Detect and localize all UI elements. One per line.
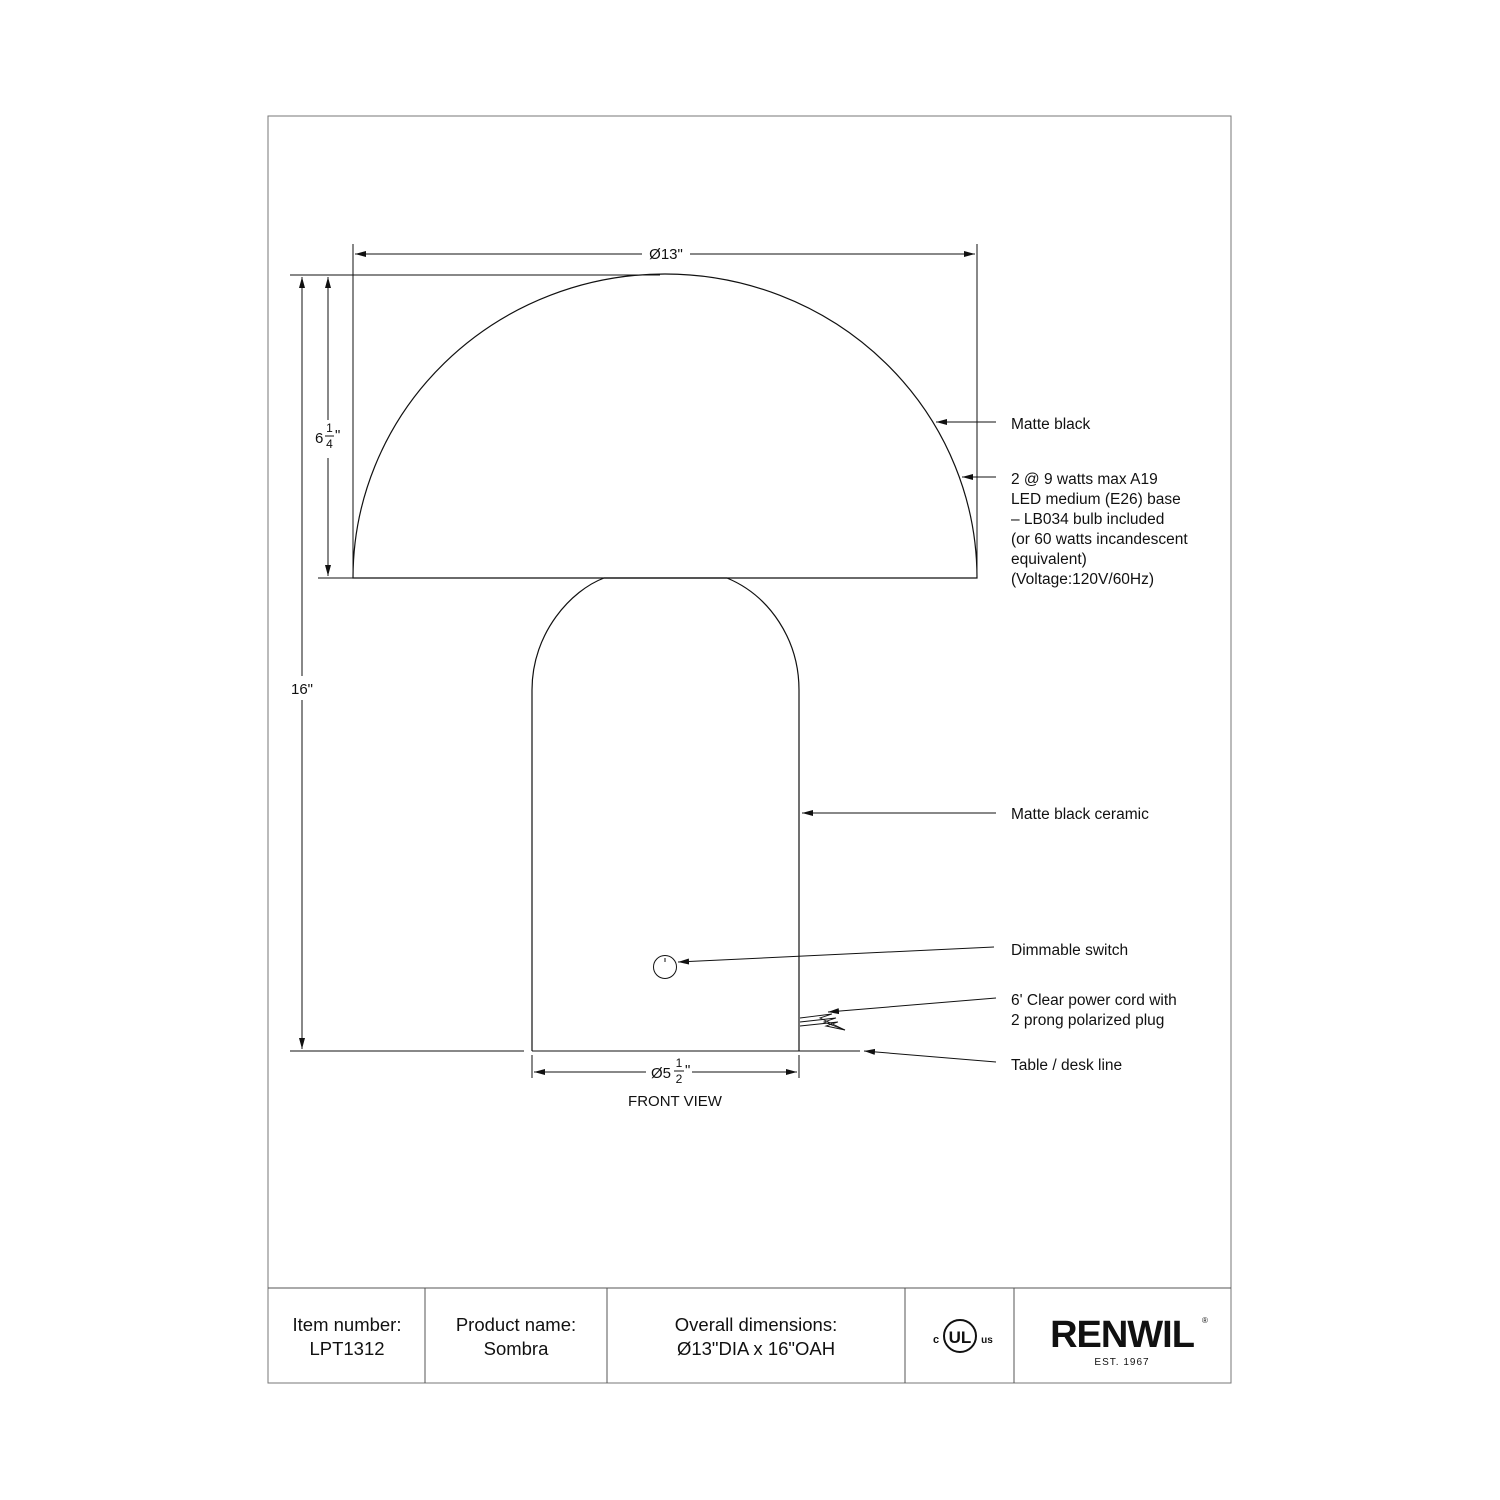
product-name-label: Product name: (455, 1314, 577, 1335)
svg-text:1: 1 (326, 421, 333, 435)
svg-text:RENWIL: RENWIL (1050, 1314, 1194, 1356)
title-block (425, 1288, 1014, 1383)
overall-dimensions-label: Overall dimensions: (674, 1314, 838, 1335)
overall-dimensions-value: Ø13"DIA x 16"OAH (676, 1338, 836, 1359)
callout-table-line: Table / desk line (1011, 1057, 1123, 1074)
svg-text:®: ® (1202, 1316, 1208, 1325)
callout-switch: Dimmable switch (1011, 942, 1129, 959)
item-number-value: LPT1312 (309, 1338, 385, 1359)
renwil-logo (1050, 1314, 1208, 1368)
callout-body-finish: Matte black ceramic (1011, 806, 1149, 823)
item-number-label: Item number: (292, 1314, 402, 1335)
power-cord (800, 1014, 845, 1030)
svg-text:LED medium (E26) base: LED medium (E26) base (1011, 491, 1181, 508)
svg-text:6: 6 (315, 430, 324, 447)
drawing-frame (268, 116, 1231, 1383)
svg-text:": " (685, 1062, 691, 1079)
svg-text:c: c (932, 1334, 940, 1346)
lamp-front-view (353, 274, 977, 1051)
shade-diameter-label: Ø13" (649, 246, 683, 263)
callout-shade-finish: Matte black (1011, 416, 1091, 433)
svg-text:us: us (981, 1335, 993, 1346)
product-name-value: Sombra (483, 1338, 549, 1359)
svg-text:UL: UL (948, 1328, 972, 1347)
svg-text:6' Clear power cord with: 6' Clear power cord with (1011, 992, 1177, 1009)
base-diameter-label (651, 1056, 690, 1086)
shade-height-label (315, 421, 340, 451)
svg-text:EST. 1967: EST. 1967 (1094, 1357, 1150, 1368)
svg-text:– LB034 bulb included: – LB034 bulb included (1011, 511, 1165, 528)
svg-text:equivalent): equivalent) (1011, 551, 1087, 568)
svg-text:": " (335, 427, 341, 444)
front-view-label: FRONT VIEW (628, 1093, 722, 1110)
svg-text:2 prong polarized plug: 2 prong polarized plug (1011, 1012, 1165, 1029)
svg-text:(or 60 watts incandescent: (or 60 watts incandescent (1011, 531, 1188, 548)
ul-certification-mark (933, 1320, 993, 1352)
svg-text:4: 4 (326, 437, 333, 451)
callout-leaders (678, 422, 996, 1062)
lamp-body (532, 578, 799, 1051)
svg-text:(Voltage:120V/60Hz): (Voltage:120V/60Hz) (1011, 571, 1155, 588)
overall-height-label: 16" (290, 681, 314, 698)
callout-cord (1011, 992, 1177, 1029)
svg-text:2: 2 (675, 1072, 683, 1086)
callout-bulb-spec (1011, 471, 1188, 588)
svg-text:1: 1 (675, 1056, 683, 1070)
lamp-shade (353, 274, 977, 578)
svg-text:Ø5: Ø5 (651, 1065, 672, 1082)
svg-text:2 @ 9 watts max A19: 2 @ 9 watts max A19 (1011, 471, 1158, 488)
